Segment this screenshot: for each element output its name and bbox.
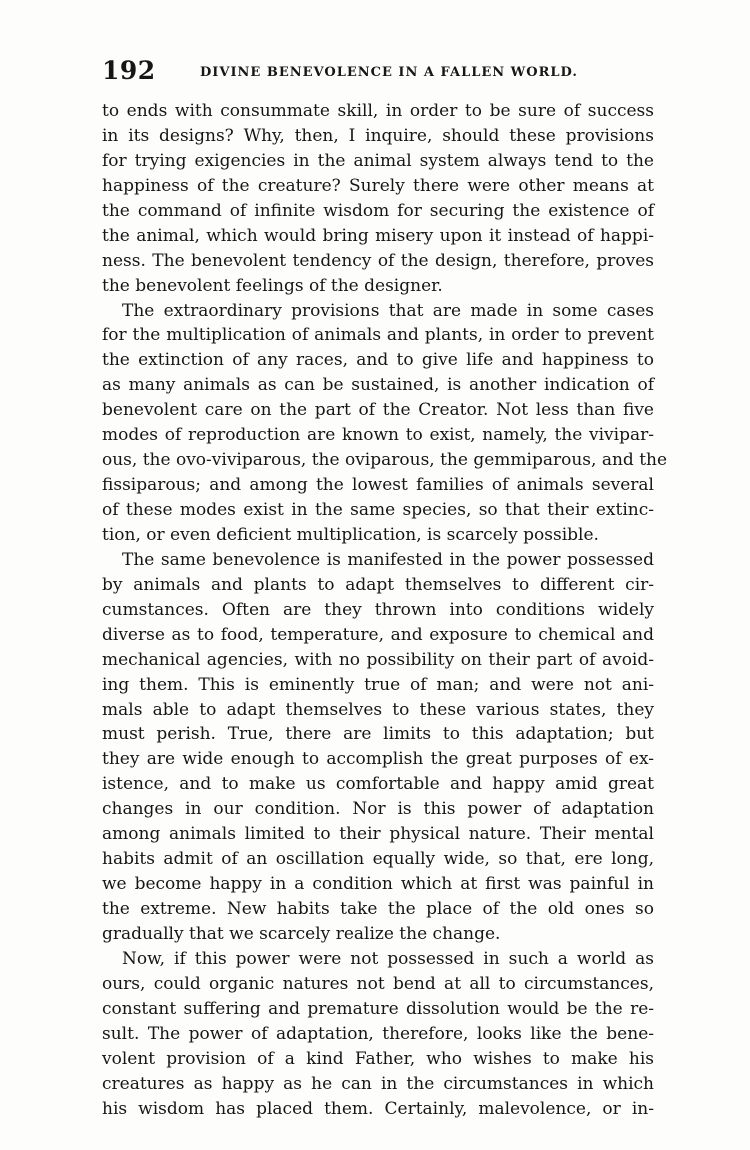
paragraph-first-line: Now, if this power were not possessed in such a world as xyxy=(122,948,654,969)
text-line: to ends with consummate skill, in order to be sure of success xyxy=(102,101,654,121)
text-line: volent provision of a kind Father, who wishes to make his xyxy=(102,1048,654,1069)
text-line: gradually that we scarcely realize the change. xyxy=(102,923,501,944)
text-line: as many animals as can be sustained, is another indication of xyxy=(102,375,654,396)
text-line: his wisdom has placed them. Certainly, malevolence, or in- xyxy=(102,1098,654,1119)
text-line: the benevolent feelings of the designer. xyxy=(102,275,443,296)
text-line: the extinction of any races, and to give life and happiness to xyxy=(102,350,654,371)
text-line: ness. The benevolent tendency of the design, therefore, proves xyxy=(102,250,654,271)
text-line: benevolent care on the part of the Creator. Not less than five xyxy=(102,400,654,421)
text-line: sult. The power of adaptation, therefore, looks like the bene- xyxy=(102,1023,654,1044)
text-line: they are wide enough to accomplish the great purposes of ex- xyxy=(102,749,654,770)
text-line: happiness of the creature? Surely there were other means at xyxy=(102,175,654,196)
text-line: ing them. This is eminently true of man; and were not ani- xyxy=(102,674,654,695)
paragraph-first-line: The extraordinary provisions that are made in some cases xyxy=(122,300,654,321)
page-header xyxy=(102,56,662,88)
text-line: habits admit of an oscillation equally wide, so that, ere long, xyxy=(102,849,654,870)
text-line: for trying exigencies in the animal system always tend to the xyxy=(102,150,654,171)
text-line: the animal, which would bring misery upon it instead of happi- xyxy=(102,225,654,246)
text-line: among animals limited to their physical nature. Their mental xyxy=(102,824,654,845)
text-line: ous, the ovo-viviparous, the oviparous, the gemmiparous, and the xyxy=(102,450,668,471)
text-line: the command of infinite wisdom for securing the existence of xyxy=(102,200,654,221)
text-line: tion, or even deficient multiplication, is scarcely possible. xyxy=(102,524,599,545)
text-line: in its designs? Why, then, I inquire, should these provisions xyxy=(102,125,654,146)
page-number: 192 xyxy=(102,56,156,85)
text-line: modes of reproduction are known to exist, namely, the vivipar- xyxy=(102,425,654,446)
text-line: constant suffering and premature dissolution would be the re- xyxy=(102,998,654,1019)
text-line: we become happy in a condition which at first was painful in xyxy=(102,874,654,895)
text-line: must perish. True, there are limits to this adaptation; but xyxy=(102,724,654,745)
body-text xyxy=(102,99,668,1121)
paragraph-first-line: The same benevolence is manifested in the power possessed xyxy=(122,549,654,570)
text-line: ours, could organic natures not bend at all to circumstances, xyxy=(102,973,654,994)
text-line: of these modes exist in the same species, so that their extinc- xyxy=(102,500,654,520)
text-line: by animals and plants to adapt themselves to different cir- xyxy=(102,574,654,595)
text-line: creatures as happy as he can in the circumstances in which xyxy=(102,1073,654,1094)
text-line: fissiparous; and among the lowest families of animals several xyxy=(102,475,654,496)
text-line: mals able to adapt themselves to these various states, they xyxy=(102,699,654,720)
text-line: cumstances. Often are they thrown into conditions widely xyxy=(102,599,654,620)
text-line: for the multiplication of animals and plants, in order to prevent xyxy=(102,325,654,346)
text-line: mechanical agencies, with no possibility on their part of avoid- xyxy=(102,649,654,670)
running-title: DIVINE BENEVOLENCE IN A FALLEN WORLD. xyxy=(200,65,578,80)
text-line: changes in our condition. Nor is this power of adaptation xyxy=(102,799,654,820)
text-line: the extreme. New habits take the place of the old ones so xyxy=(102,899,654,919)
text-line: istence, and to make us comfortable and happy amid great xyxy=(102,774,654,795)
text-line: diverse as to food, temperature, and exposure to chemical and xyxy=(102,624,654,645)
